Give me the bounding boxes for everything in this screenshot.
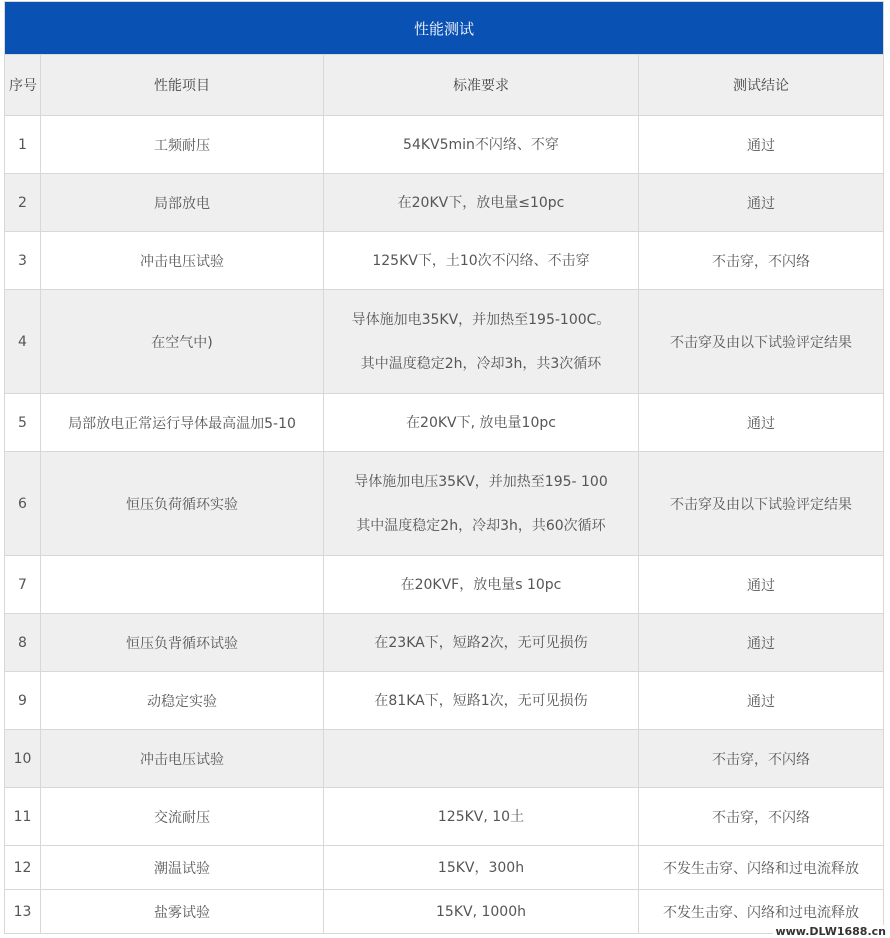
row-standard <box>324 174 639 232</box>
row-no: 7 <box>5 556 41 614</box>
row-standard <box>324 116 639 174</box>
standard-line: 其中温度稳定2h，冷却3h，共3次循环 <box>360 355 602 372</box>
header-standard: 标准要求 <box>324 55 639 116</box>
table-title: 性能测试 <box>5 2 884 55</box>
standard-line: 125KV, 10土 <box>437 808 525 825</box>
row-no: 1 <box>5 116 41 174</box>
row-result: 通过 <box>639 614 884 672</box>
row-result: 不击穿，不闪络 <box>639 232 884 290</box>
row-item: 冲击电压试验 <box>41 232 324 290</box>
row-result: 不击穿及由以下试验评定结果 <box>639 452 884 556</box>
standard-line: 125KV下，土10次不闪络、不击穿 <box>372 252 590 269</box>
row-no: 9 <box>5 672 41 730</box>
table-row <box>5 556 884 614</box>
row-standard <box>324 846 639 890</box>
header-item: 性能项目 <box>41 55 324 116</box>
table-row <box>5 174 884 232</box>
standard-line: 在23KA下，短路2次，无可见损伤 <box>374 634 588 651</box>
row-standard <box>324 232 639 290</box>
row-no: 2 <box>5 174 41 232</box>
standard-line: 在20KVF，放电量s 10pc <box>400 576 562 593</box>
table-row <box>5 116 884 174</box>
table-row <box>5 290 884 394</box>
table-row <box>5 614 884 672</box>
row-result: 通过 <box>639 556 884 614</box>
row-item <box>41 556 324 614</box>
table-row <box>5 672 884 730</box>
row-no: 5 <box>5 394 41 452</box>
row-no: 8 <box>5 614 41 672</box>
row-item: 局部放电正常运行导体最高温加5-10 <box>41 394 324 452</box>
row-item: 动稳定实验 <box>41 672 324 730</box>
row-standard <box>324 730 639 788</box>
standard-line: 导体施加电压35KV，并加热至195- 100 <box>354 473 608 490</box>
row-item: 恒压负荷循环实验 <box>41 452 324 556</box>
row-item: 冲击电压试验 <box>41 730 324 788</box>
row-standard <box>324 394 639 452</box>
standard-line: 其中温度稳定2h，冷却3h，共60次循环 <box>356 517 606 534</box>
row-item: 盐雾试验 <box>41 890 324 934</box>
row-no: 13 <box>5 890 41 934</box>
row-result: 不发生击穿、闪络和过电流释放 <box>639 890 884 934</box>
row-item: 工频耐压 <box>41 116 324 174</box>
row-item: 交流耐压 <box>41 788 324 846</box>
row-item: 局部放电 <box>41 174 324 232</box>
row-standard <box>324 452 639 556</box>
row-no: 12 <box>5 846 41 890</box>
row-result: 不击穿，不闪络 <box>639 730 884 788</box>
header-result: 测试结论 <box>639 55 884 116</box>
row-standard <box>324 890 639 934</box>
row-result: 不击穿及由以下试验评定结果 <box>639 290 884 394</box>
row-item: 潮温试验 <box>41 846 324 890</box>
row-no: 4 <box>5 290 41 394</box>
row-standard <box>324 614 639 672</box>
standard-line: 在81KA下，短路1次，无可见损伤 <box>374 692 588 709</box>
row-result: 不击穿，不闪络 <box>639 788 884 846</box>
standard-line: 15KV，300h <box>437 859 525 876</box>
standard-line: 54KV5min不闪络、不穿 <box>403 136 559 153</box>
row-standard <box>324 788 639 846</box>
row-result: 通过 <box>639 116 884 174</box>
table-row <box>5 788 884 846</box>
row-standard <box>324 556 639 614</box>
site-watermark: www.DLW1688.cn <box>775 925 886 938</box>
standard-line: 在20KV下，放电量≤10pc <box>397 194 565 211</box>
table-row <box>5 452 884 556</box>
row-no: 3 <box>5 232 41 290</box>
table-row <box>5 730 884 788</box>
row-standard <box>324 290 639 394</box>
table-row <box>5 890 884 934</box>
row-result: 通过 <box>639 672 884 730</box>
table-row <box>5 846 884 890</box>
row-item: 在空气中) <box>41 290 324 394</box>
row-result: 通过 <box>639 174 884 232</box>
row-standard <box>324 672 639 730</box>
header-no: 序号 <box>5 55 41 116</box>
standard-line: 15KV, 1000h <box>436 903 526 920</box>
table-header-row <box>5 55 884 116</box>
row-item: 恒压负背循环试验 <box>41 614 324 672</box>
standard-line: 在20KV下, 放电量10pc <box>406 414 556 431</box>
row-result: 不发生击穿、闪络和过电流释放 <box>639 846 884 890</box>
row-result: 通过 <box>639 394 884 452</box>
table-row <box>5 394 884 452</box>
row-no: 11 <box>5 788 41 846</box>
performance-test-table <box>4 1 884 934</box>
table-row <box>5 232 884 290</box>
row-no: 6 <box>5 452 41 556</box>
standard-line: 导体施加电35KV，并加热至195-100C。 <box>351 311 611 328</box>
row-no: 10 <box>5 730 41 788</box>
